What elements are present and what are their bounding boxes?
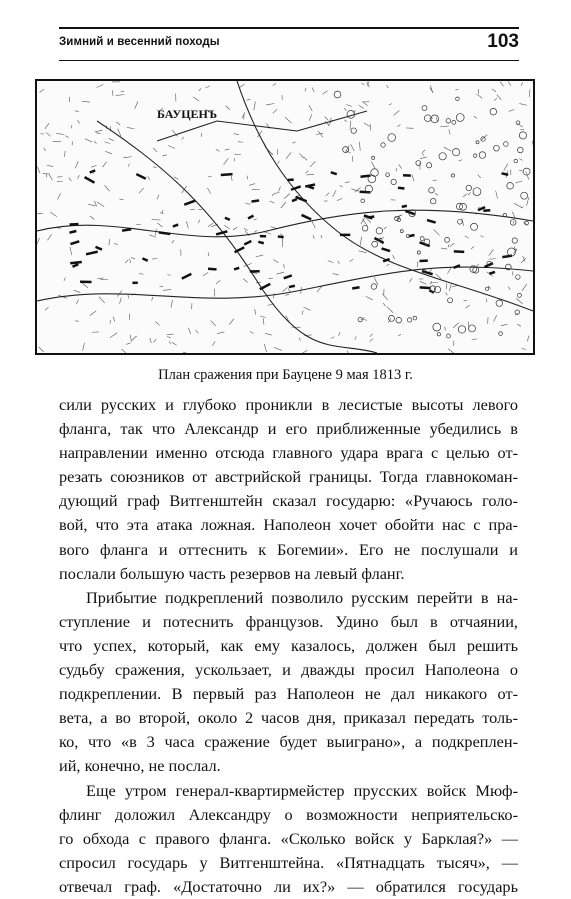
header-rule-top <box>59 27 519 29</box>
text-line: направлении именно отсюда главного удара врага с целью от- <box>59 441 518 465</box>
text-line: ступление и потеснить французов. Удино был в отчаянии, <box>59 610 518 634</box>
text-line: Прибытие подкреплений позволило русским перейти в на- <box>59 586 518 610</box>
battle-map-figure <box>35 79 535 355</box>
battle-map-illustration <box>37 81 533 353</box>
text-line: Еще утром генерал-квартирмейстер прусских войск Мюф- <box>59 779 518 803</box>
text-line: вого фланга и оттеснить к Богемии». Его не послушали и <box>59 538 518 562</box>
text-line: фланга, так что Александр и его приближенные убедились в <box>59 417 518 441</box>
text-line: го обхода с правого фланга. «Сколько войск у Барклая?» — <box>59 827 518 851</box>
header-rule-bottom <box>59 60 519 61</box>
text-line: отвечал граф. «Достаточно ли их?» — обратился государь <box>59 875 518 899</box>
text-line: что успех, который, как ему казалось, должен был решить <box>59 634 518 658</box>
text-line: подкреплении. В первый раз Наполеон не дал никакого от- <box>59 682 518 706</box>
text-line: вета, а во второй, около 2 часов дня, приказал передать толь- <box>59 706 518 730</box>
page-number: 103 <box>487 31 519 53</box>
text-line: послали большую часть резервов на левый фланг. <box>59 562 518 586</box>
body-text <box>59 393 518 899</box>
figure-caption: План сражения при Бауцене 9 мая 1813 г. <box>0 367 571 384</box>
map-town-label: БАУЦЕНЪ <box>157 107 217 121</box>
text-line: судьбу сражения, ускользает, и дважды просил Наполеона о <box>59 658 518 682</box>
text-line: дующий граф Витгенштейн сказал государю: «Ручаюсь голо- <box>59 489 518 513</box>
text-line: сили русских и глубоко проникли в лесистые высоты левого <box>59 393 518 417</box>
running-header-title: Зимний и весенний походы <box>59 36 220 48</box>
text-line: вой, что эта атака ложная. Наполеон хочет обойти нас с пра- <box>59 513 518 537</box>
text-line: флинг доложил Александру о возможности неприятельско- <box>59 803 518 827</box>
text-line: ко, что «в 3 часа сражение будет выиграно», а подкреплен- <box>59 730 518 754</box>
text-line: ий, конечно, не послал. <box>59 754 518 778</box>
text-line: спросил государь у Витгенштейна. «Пятнадцать тысяч», — <box>59 851 518 875</box>
text-line: резать союзников от австрийской границы. Тогда главнокоман- <box>59 465 518 489</box>
